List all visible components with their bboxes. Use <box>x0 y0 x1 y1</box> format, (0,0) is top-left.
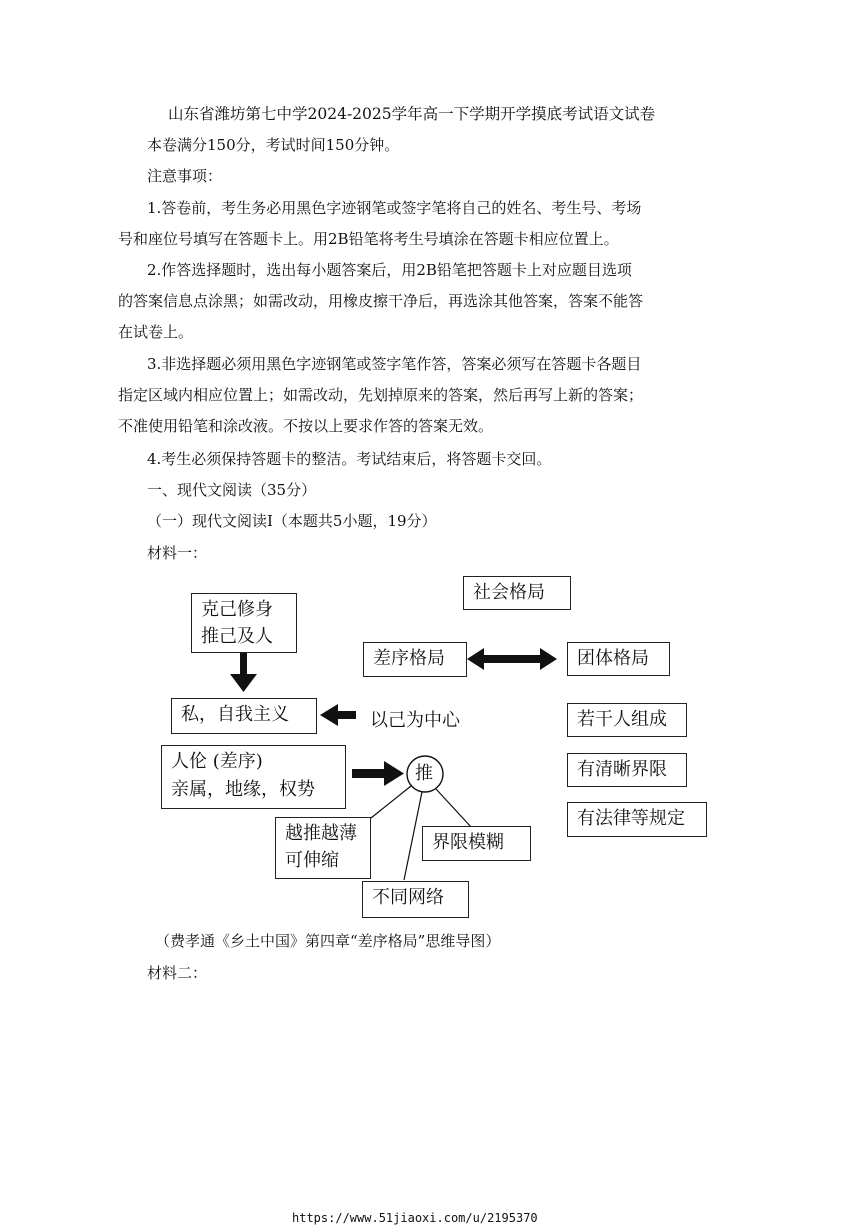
notice-line: 的答案信息点涂黑；如需改动，用橡皮擦干净后，再选涂其他答案，答案不能答 <box>118 292 644 310</box>
notice-line: 2.作答选择题时，选出每小题答案后，用2B铅笔把答题卡上对应题目选项 <box>147 261 632 279</box>
section-heading: 一、现代文阅读（35分） <box>147 481 317 499</box>
notice-line: 1.答卷前，考生务必用黑色字迹钢笔或签字笔将自己的姓名、考生号、考场 <box>147 199 642 217</box>
left-arrow-shaft <box>336 711 356 719</box>
branch-line-blurred <box>436 789 472 828</box>
notice-line: 4.考生必须保持答题卡的整洁。考试结束后，将答题卡交回。 <box>147 450 552 468</box>
notice-line: 号和座位号填写在答题卡上。用2B铅笔将考生号填涂在答题卡相应位置上。 <box>118 230 619 248</box>
blurred-boundary-box: 界限模糊 <box>422 826 531 861</box>
push-label: 推 <box>415 763 433 784</box>
diagram-caption: （费孝通《乡土中国》第四章“差序格局”思维导图） <box>155 932 501 950</box>
left-arrow-head <box>320 704 338 726</box>
social-pattern-box: 社会格局 <box>463 576 571 610</box>
human-relations-line: 人伦 (差序) <box>171 751 263 772</box>
branch-line-thinner <box>371 786 411 818</box>
notice-line: 不准使用铅笔和涂改液。不按以上要求作答的答案无效。 <box>118 417 494 435</box>
self-cultivation-box <box>191 593 297 653</box>
double-arrow <box>467 648 557 670</box>
subsection-heading: （一）现代文阅读Ⅰ（本题共5小题，19分） <box>147 512 437 530</box>
notice-line: 3.非选择题必须用黑色字迹钢笔或签字笔作答，答案必须写在答题卡各题目 <box>147 355 642 373</box>
down-arrow-head <box>230 674 257 692</box>
human-relations-box <box>161 745 346 809</box>
self-cultivation-line: 推己及人 <box>201 626 273 647</box>
footer-url: https://www.51jiaoxi.com/u/2195370 <box>292 1211 538 1225</box>
material-1-label: 材料一： <box>147 544 208 562</box>
exam-title: 山东省潍坊第七中学2024-2025学年高一下学期开学摸底考试语文试卷 <box>168 105 656 123</box>
several-people-box: 若干人组成 <box>567 703 687 737</box>
material-2-label: 材料二： <box>147 964 208 982</box>
clear-boundary-box: 有清晰界限 <box>567 753 687 787</box>
human-relations-line: 亲属，地缘，权势 <box>171 779 315 800</box>
selfishness-box: 私，自我主义 <box>171 698 317 734</box>
exam-intro: 本卷满分150分，考试时间150分钟。 <box>147 136 400 154</box>
legal-rules-box: 有法律等规定 <box>567 802 707 837</box>
thinner-line: 越推越薄 <box>285 823 357 844</box>
down-arrow-shaft <box>240 652 247 676</box>
thinner-box <box>275 817 371 879</box>
right-arrow-shaft <box>352 769 386 778</box>
notice-line: 在试卷上。 <box>118 323 194 341</box>
different-networks-box: 不同网络 <box>362 881 469 918</box>
group-pattern-box: 团体格局 <box>567 642 670 676</box>
self-center-label: 以己为中心 <box>370 710 460 731</box>
thinner-line: 可伸缩 <box>285 850 339 871</box>
notice-line: 指定区域内相应位置上；如需改动，先划掉原来的答案，然后再写上新的答案； <box>118 386 644 404</box>
right-arrow-head <box>384 761 404 786</box>
self-cultivation-line: 克己修身 <box>201 599 273 620</box>
notice-heading: 注意事项： <box>147 167 223 185</box>
branch-line-networks <box>404 792 422 880</box>
differential-pattern-box: 差序格局 <box>363 642 467 677</box>
